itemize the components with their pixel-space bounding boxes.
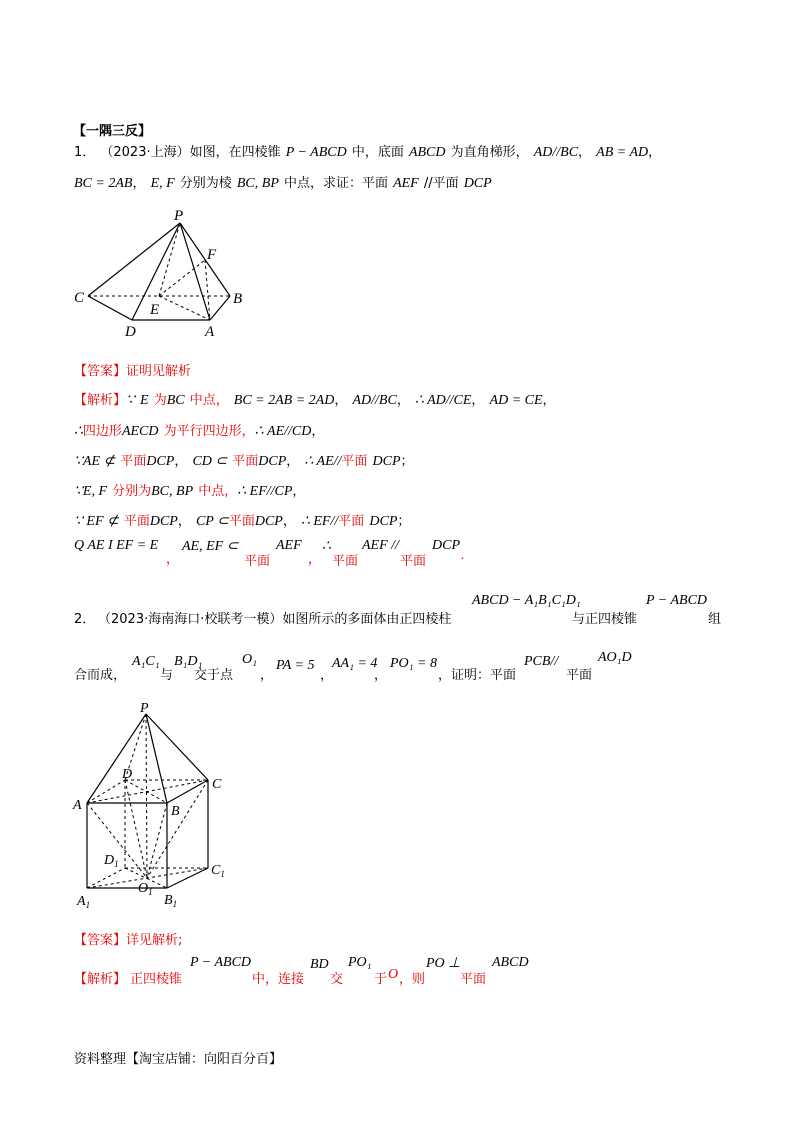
sep: ，: [282, 514, 296, 529]
figure-1-pyramid: [70, 205, 270, 340]
sep: ，: [396, 393, 410, 408]
q2-text: 平面: [566, 668, 593, 683]
math: DCP: [432, 538, 460, 553]
math: Q AE I EF = E: [74, 538, 159, 553]
q1-math: BC, BP: [236, 176, 279, 191]
text: 平面: [341, 454, 368, 469]
q1-answer: [74, 360, 191, 379]
text: 交: [330, 972, 344, 987]
math: BC: [166, 393, 185, 408]
q2-text: 与: [160, 668, 174, 683]
text: 正四棱锥: [130, 972, 183, 987]
q1-text: 分别为棱: [179, 176, 232, 191]
sep: ，: [286, 454, 300, 469]
answer-tag: 【答案】: [74, 933, 127, 948]
text: 为平行四边形，: [163, 424, 255, 439]
answer-text: 证明见解析: [126, 364, 192, 379]
text: ，则: [399, 972, 426, 987]
q1-math: AEF: [393, 176, 419, 191]
text: 中点，: [189, 393, 229, 408]
math: ∴: [322, 539, 331, 554]
fig1-label-E: E: [150, 302, 160, 318]
math: DCP: [258, 454, 287, 469]
q2-math: ABCD − A₁B₁C₁D₁: [472, 593, 581, 608]
fig1-label-F: F: [207, 247, 217, 263]
q1-line2: [74, 172, 492, 192]
q2-text: 与正四棱锥: [572, 612, 638, 627]
text: 四边形: [82, 424, 122, 439]
sep: .: [461, 548, 465, 563]
math: DCP: [372, 454, 401, 469]
sep: ；: [397, 514, 411, 529]
q1-math: AD//BC: [533, 145, 579, 160]
fig2-label-C1: $C_1$: [211, 863, 225, 879]
q1-analysis-line2: [74, 420, 324, 440]
q2-math: PO₁ = 8: [390, 656, 437, 671]
q2-math: AA₁ = 4: [332, 656, 378, 671]
fig2-label-C: C: [212, 777, 222, 792]
q2-math: PCB//: [524, 654, 559, 669]
q1-text: 中，底面: [351, 145, 404, 160]
math: BC = 2AB = 2AD: [233, 393, 335, 408]
fig2-label-D1: $D_1$: [104, 853, 119, 869]
q2-sep: ，: [260, 668, 274, 683]
q2-sep: ，: [374, 668, 388, 683]
q1-math: DCP: [463, 176, 492, 191]
sep: ，: [292, 484, 306, 499]
q2-text: 交于点: [194, 668, 234, 683]
math: E: [140, 393, 149, 408]
math: AECD: [121, 424, 159, 439]
text: 中点，: [198, 484, 238, 499]
text: 为: [153, 393, 167, 408]
q2-math: PA = 5: [276, 658, 315, 673]
fig1-label-A: A: [205, 324, 215, 340]
q2-math: B₁D₁: [174, 654, 203, 669]
math: PO₁: [348, 955, 372, 970]
q1-source: （2023·上海）如图，在四棱锥: [100, 145, 281, 160]
math: ∵AE ⊄: [74, 454, 116, 469]
text: 平面: [228, 514, 255, 529]
sep: ；: [400, 454, 414, 469]
text: 平面: [120, 454, 147, 469]
text: 于: [374, 972, 388, 987]
q2-text: 组: [708, 612, 722, 627]
math: CP ⊂: [195, 514, 229, 529]
q1-text: //平面: [423, 176, 459, 191]
math: ∴ EF//CP: [237, 484, 293, 499]
text: 平面: [244, 554, 271, 569]
fig1-label-P: P: [174, 208, 184, 224]
q2-number: 2．: [74, 612, 96, 627]
q1-number: 1．: [74, 145, 96, 160]
q1-math: E, F: [150, 176, 175, 191]
text: 平面: [332, 554, 359, 569]
q2-source: （2023·海南海口·校联考一模）如图所示的多面体由正四棱柱: [98, 612, 452, 627]
math: DCP: [369, 514, 398, 529]
math: ∴: [74, 424, 83, 439]
fig2-label-P: P: [140, 701, 149, 716]
section-title: 【一隅三反】: [73, 124, 152, 139]
q2-math: P − ABCD: [646, 593, 708, 608]
fig2-label-B: B: [171, 804, 180, 819]
q2-line2: [74, 650, 734, 690]
math: DCP: [149, 514, 178, 529]
q2-math: A₁C₁: [132, 654, 160, 669]
fig2-label-D: D: [122, 767, 133, 782]
q1-sep: ，: [648, 145, 662, 160]
fig2-label-B1: $B_1$: [164, 893, 178, 909]
text: 平面: [123, 514, 150, 529]
sep: ，: [471, 393, 485, 408]
math: ∴ EF//: [300, 514, 339, 529]
figure-2-polyhedron: [70, 700, 240, 915]
sep: ，: [177, 514, 191, 529]
q1-analysis-line1: [74, 389, 556, 409]
q1-analysis-line6: [74, 538, 494, 568]
math: O: [388, 967, 399, 982]
q2-sep: ，: [320, 668, 334, 683]
math: ∵: [126, 393, 135, 408]
math: ∴ AE//: [304, 454, 342, 469]
sep: ，: [311, 424, 325, 439]
math: ABCD: [492, 955, 529, 970]
sep: ，: [166, 552, 180, 567]
math: AEF //: [362, 538, 399, 553]
fig1-label-D: D: [125, 324, 136, 340]
sep: ，: [174, 454, 188, 469]
q2-analysis-line1: [74, 955, 594, 989]
q1-sep: ，: [578, 145, 592, 160]
math: AEF: [276, 538, 302, 553]
sep: ，: [308, 552, 322, 567]
q1-sep: ，: [132, 176, 146, 191]
math: PO ⊥: [426, 956, 461, 971]
q2-line1: [74, 593, 734, 638]
fig1-label-B: B: [233, 291, 243, 307]
math: BD: [310, 957, 329, 972]
text: 平面: [338, 514, 365, 529]
q1-math: ABCD: [408, 145, 446, 160]
math: AE, EF ⊂: [182, 539, 239, 554]
math: CD ⊂: [192, 454, 228, 469]
fig1-label-C: C: [74, 290, 85, 306]
math: ∵ EF ⊄: [74, 514, 119, 529]
q2-math: O₁: [242, 652, 257, 667]
math: ∴ AE//CD: [254, 424, 312, 439]
math: AD = CE: [489, 393, 543, 408]
text: 分别为: [112, 484, 152, 499]
analysis-tag: 【解析】: [74, 972, 127, 987]
q1-analysis-line5: [74, 510, 410, 530]
text: 平面: [400, 554, 427, 569]
footer: 资料整理【淘宝店铺：向阳百分百】: [74, 1052, 283, 1067]
q2-text: ，证明：平面: [438, 668, 517, 683]
q2-text: 合而成，: [74, 668, 127, 683]
q2-math: AO₁D: [598, 650, 632, 665]
text: 平面: [460, 972, 487, 987]
q1-math: AB = AD: [596, 145, 649, 160]
q1-text: 为直角梯形，: [450, 145, 529, 160]
math: DCP: [146, 454, 175, 469]
answer-tag: 【答案】: [74, 364, 127, 379]
q2-answer: [74, 929, 182, 948]
math: DCP: [254, 514, 283, 529]
math: AD//BC: [352, 393, 397, 408]
analysis-tag: 【解析】: [74, 393, 127, 408]
text: 平面: [232, 454, 259, 469]
q1-analysis-line4: [74, 480, 305, 500]
math: BC, BP: [151, 484, 194, 499]
math: P − ABCD: [190, 955, 252, 970]
answer-text: 详见解析;: [126, 933, 183, 948]
math: ∴ AD//CE: [414, 393, 472, 408]
q1-line1: [74, 141, 661, 161]
math: ∵E, F: [74, 484, 108, 499]
fig2-label-A: A: [73, 798, 82, 813]
fig2-label-O1: $O_1$: [138, 881, 153, 897]
q1-text: 中点，求证：平面: [283, 176, 388, 191]
sep: ，: [542, 393, 556, 408]
fig2-label-A1: $A_1$: [77, 894, 91, 910]
text: 中，连接: [252, 972, 305, 987]
q1-analysis-line3: [74, 450, 414, 470]
sep: ，: [334, 393, 348, 408]
q1-math: P − ABCD: [285, 145, 347, 160]
q1-math: BC = 2AB: [74, 176, 133, 191]
